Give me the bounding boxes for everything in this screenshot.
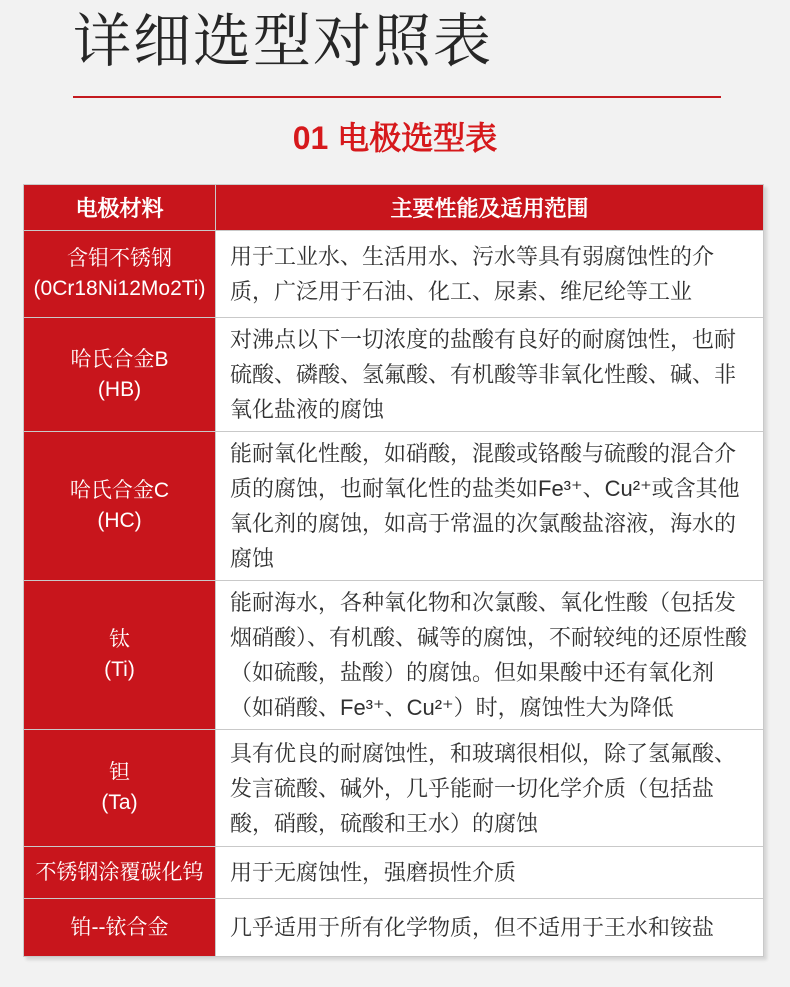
description-cell: 能耐氧化性酸，如硝酸，混酸或铬酸与硫酸的混合介质的腐蚀，也耐氧化性的盐类如Fe³⁺、Cu²⁺或含其他氧化剂的腐蚀，如高于常温的次氯酸盐溶液，海水的腐蚀 [216, 432, 764, 581]
table-row [24, 730, 764, 847]
material-name: 含钼不锈钢 [67, 247, 172, 270]
table-row [24, 432, 764, 581]
material-grade: (HB) [97, 377, 142, 401]
material-name: 钽 [109, 761, 130, 784]
table-row [24, 847, 764, 899]
description-cell: 用于无腐蚀性，强磨损性介质 [216, 847, 764, 899]
column-header-material: 电极材料 [24, 185, 216, 231]
description-cell: 能耐海水，各种氧化物和次氯酸、氧化性酸（包括发烟硝酸）、有机酸、碱等的腐蚀，不耐较纯的还原性酸（如硫酸，盐酸）的腐蚀。但如果酸中还有氧化剂（如硝酸、Fe³⁺、Cu²⁺）时，腐蚀性大为降低 [216, 581, 764, 730]
material-cell [24, 899, 216, 957]
material-cell [24, 847, 216, 899]
material-name: 铂--铱合金 [70, 915, 169, 939]
material-grade: (Ti) [104, 658, 135, 681]
title-underline [73, 96, 721, 98]
description-cell: 几乎适用于所有化学物质，但不适用于王水和铵盐 [216, 899, 764, 957]
description-cell: 对沸点以下一切浓度的盐酸有良好的耐腐蚀性，也耐硫酸、磷酸、氢氟酸、有机酸等非氧化性酸、碱、非氧化盐液的腐蚀 [216, 318, 764, 432]
table-row [24, 581, 764, 730]
material-cell [24, 581, 216, 730]
table-row [24, 318, 764, 432]
material-grade: (0Cr18Ni12Mo2Ti) [33, 277, 206, 300]
material-cell [24, 318, 216, 432]
column-header-performance: 主要性能及适用范围 [216, 185, 764, 231]
table-row [24, 231, 764, 318]
material-name: 哈氏合金B [70, 347, 169, 371]
page [0, 6, 790, 987]
electrode-selection-table [23, 184, 764, 957]
section-heading: 01 电极选型表 [292, 120, 498, 156]
page-title: 详细选型对照表 [73, 9, 494, 74]
material-name: 不锈钢涂覆碳化钨 [35, 860, 204, 884]
description-cell: 用于工业水、生活用水、污水等具有弱腐蚀性的介质，广泛用于石油、化工、尿素、维尼纶等工业 [216, 231, 764, 318]
table-row [24, 899, 764, 957]
material-name: 钛 [109, 628, 130, 651]
material-cell [24, 432, 216, 581]
table-header-row [24, 185, 764, 231]
material-cell [24, 231, 216, 318]
description-cell: 具有优良的耐腐蚀性，和玻璃很相似，除了氢氟酸、发言硫酸、碱外，几乎能耐一切化学介质（包括盐酸，硝酸，硫酸和王水）的腐蚀 [216, 730, 764, 847]
material-grade: (Ta) [101, 791, 138, 814]
material-grade: (HC) [97, 509, 142, 532]
material-cell [24, 730, 216, 847]
material-name: 哈氏合金C [69, 479, 170, 502]
